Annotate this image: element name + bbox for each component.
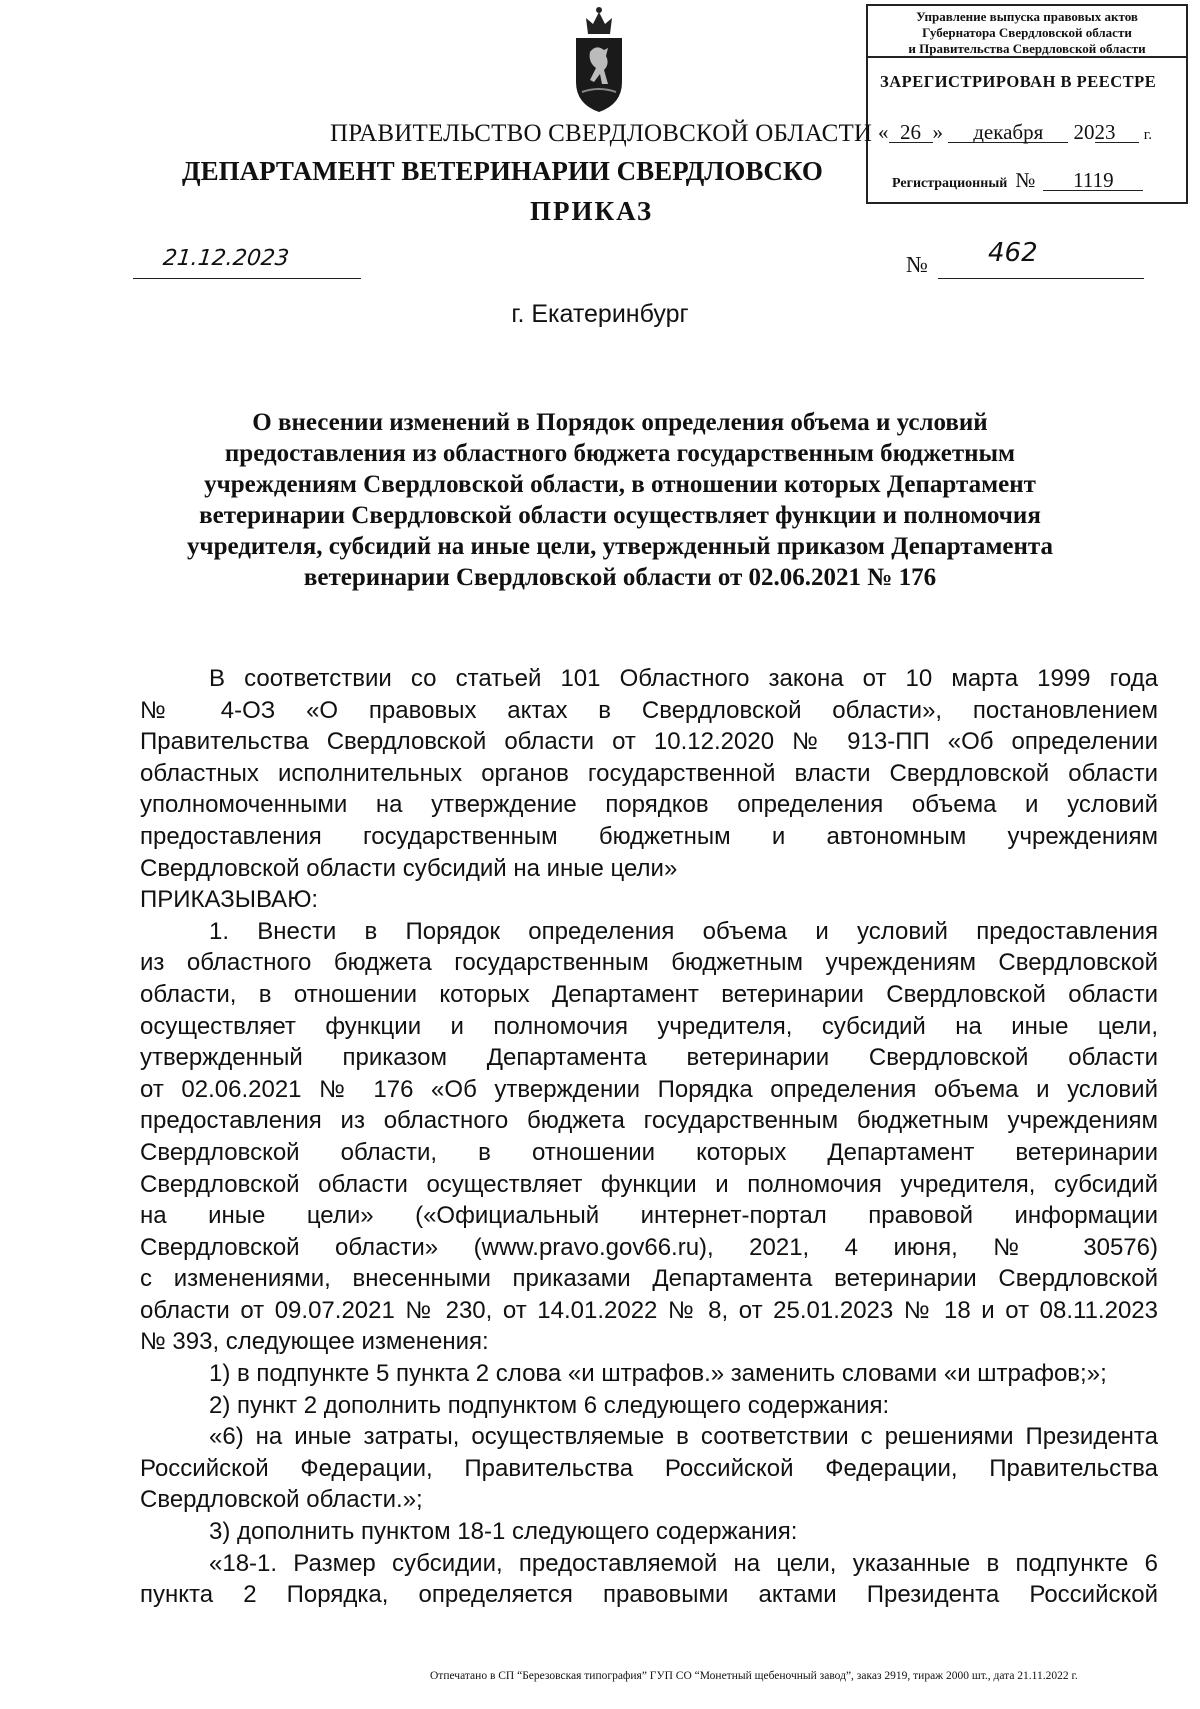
body-line: утвержденный приказом Департамента ветеринарии Свердловской области: [140, 1044, 1158, 1072]
stamp-date: [878, 120, 1183, 145]
body-line: Правительства Свердловской области от 10.12.2020 № 913-ПП «Об определении: [140, 728, 1158, 756]
stamp-header: [868, 6, 1186, 58]
stamp-date-day: 26: [889, 122, 933, 143]
body-line: «6) на иные затраты, осуществляемые в соответствии с решениями Президента: [209, 1423, 1158, 1451]
title-line: ветеринарии Свердловской области осуществляет функции и полномочия: [199, 502, 1041, 529]
order-date-field: [133, 244, 361, 279]
order-number-label: №: [906, 252, 928, 277]
stamp-date-month: декабря: [948, 122, 1068, 143]
body-line: Свердловской области» (www.pravo.gov66.ru), 2021, 4 июня, № 30576): [140, 1233, 1158, 1261]
body-line: пункта 2 Порядка, определяется правовыми актами Президента Российской: [140, 1581, 1158, 1609]
body-line: областных исполнительных органов государственной власти Свердловской области: [140, 759, 1158, 787]
stamp-header-line: Управление выпуска правовых актов: [916, 9, 1138, 24]
body-line: предоставления из областного бюджета государственным бюджетным учреждениям: [140, 1107, 1158, 1135]
order-number-field: [938, 240, 1144, 279]
stamp-date-close-quote: »: [932, 120, 943, 144]
body-line: Свердловской области субсидий на иные цели»: [140, 854, 678, 882]
crown-icon: [586, 7, 612, 34]
print-footer: Отпечатано в СП “Березовская типография” ГУП СО “Монетный щебеночный завод”, заказ 2919, тираж 2000 шт., дата 21.11.2022 г.: [430, 1670, 1078, 1682]
document-type: ПРИКАЗ: [530, 196, 654, 226]
stamp-header-line: Губернатора Свердловской области: [922, 25, 1132, 40]
body-line: области от 09.07.2021 № 230, от 14.01.2022 № 8, от 25.01.2023 № 18 и от 08.11.2023: [140, 1296, 1158, 1324]
title-line: учреждениям Свердловской области, в отношении которых Департамент: [204, 471, 1036, 498]
order-directive: ПРИКАЗЫВАЮ:: [140, 886, 319, 914]
registration-stamp: [866, 4, 1188, 204]
title-line: учредителя, субсидий на иные цели, утвержденный приказом Департамента: [186, 533, 1053, 560]
stamp-date-year-unit: г.: [1143, 127, 1152, 143]
body-line: от 02.06.2021 № 176 «Об утверждении Порядка определения объема и условий: [140, 1075, 1158, 1103]
stamp-reg-number: [892, 168, 1143, 193]
body-line: области, в отношении которых Департамент ветеринарии Свердловской области: [140, 980, 1158, 1008]
body-line: предоставления государственным бюджетным и автономным учреждениям: [140, 822, 1158, 850]
body-line: 2) пункт 2 дополнить подпунктом 6 следующего содержания:: [209, 1391, 890, 1419]
order-number-handwritten: 462: [988, 238, 1038, 268]
body-line: 1. Внести в Порядок определения объема и условий предоставления: [209, 917, 1158, 945]
order-date-handwritten: 21.12.2023: [161, 246, 291, 271]
body-line: В соответствии со статьей 101 Областного закона от 10 марта 1999 года: [209, 665, 1158, 692]
body-line: на иные цели» («Официальный интернет-портал правовой информации: [140, 1202, 1158, 1230]
body-line: Свердловской области осуществляет функции и полномочия учредителя, субсидий: [140, 1170, 1158, 1198]
government-title: ПРАВИТЕЛЬСТВО СВЕРДЛОВСКОЙ ОБЛАСТИ: [330, 120, 873, 147]
body-line: уполномоченными на утверждение порядков определения объема и условий: [140, 791, 1158, 819]
body-line: с изменениями, внесенными приказами Департамента ветеринарии Свердловской: [140, 1265, 1158, 1293]
stamp-reg-number-label: Регистрационный: [892, 176, 1008, 191]
order-title: [140, 407, 1100, 593]
body-line: Свердловской области, в отношении которых Департамент ветеринарии: [140, 1138, 1158, 1166]
city-name: г. Екатеринбург: [511, 300, 689, 328]
stamp-reg-number-value: 1119: [1043, 170, 1143, 191]
title-line: ветеринарии Свердловской области от 02.06.2021 № 176: [303, 564, 937, 591]
stamp-header-line: и Правительства Свердловской области: [908, 41, 1146, 56]
title-line: О внесении изменений в Порядок определения объема и условий: [252, 409, 988, 436]
stamp-date-open-quote: «: [878, 120, 889, 144]
coat-of-arms-emblem: [570, 4, 628, 114]
stamp-date-year-prefix: 20: [1073, 120, 1095, 144]
body-line: № 393, следующее изменения:: [140, 1328, 489, 1356]
stamp-registered-label: ЗАРЕГИСТРИРОВАН В РЕЕСТРЕ: [880, 72, 1157, 91]
body-line: Российской Федерации, Правительства Российской Федерации, Правительства: [140, 1454, 1158, 1482]
body-line: 1) в подпункте 5 пункта 2 слова «и штрафов.» заменить словами «и штрафов;»;: [209, 1360, 1107, 1388]
department-title: ДЕПАРТАМЕНТ ВЕТЕРИНАРИИ СВЕРДЛОВСКО: [182, 156, 823, 186]
body-line: Свердловской области.»;: [140, 1486, 423, 1514]
stamp-date-year-suffix: 23: [1095, 122, 1139, 143]
body-line: 3) дополнить пунктом 18-1 следующего содержания:: [209, 1518, 798, 1546]
body-line: № 4-ОЗ «О правовых актах в Свердловской области», постановлением: [140, 696, 1158, 724]
order-body: [140, 663, 1158, 1611]
body-line: из областного бюджета государственным бюджетным учреждениям Свердловской: [140, 949, 1158, 977]
title-line: предоставления из областного бюджета государственным бюджетным: [224, 440, 1016, 467]
stamp-reg-number-sign: №: [1015, 168, 1036, 192]
body-line: «18-1. Размер субсидии, предоставляемой на цели, указанные в подпункте 6: [209, 1549, 1158, 1577]
body-line: осуществляет функции и полномочия учредителя, субсидий на иные цели,: [140, 1012, 1158, 1040]
